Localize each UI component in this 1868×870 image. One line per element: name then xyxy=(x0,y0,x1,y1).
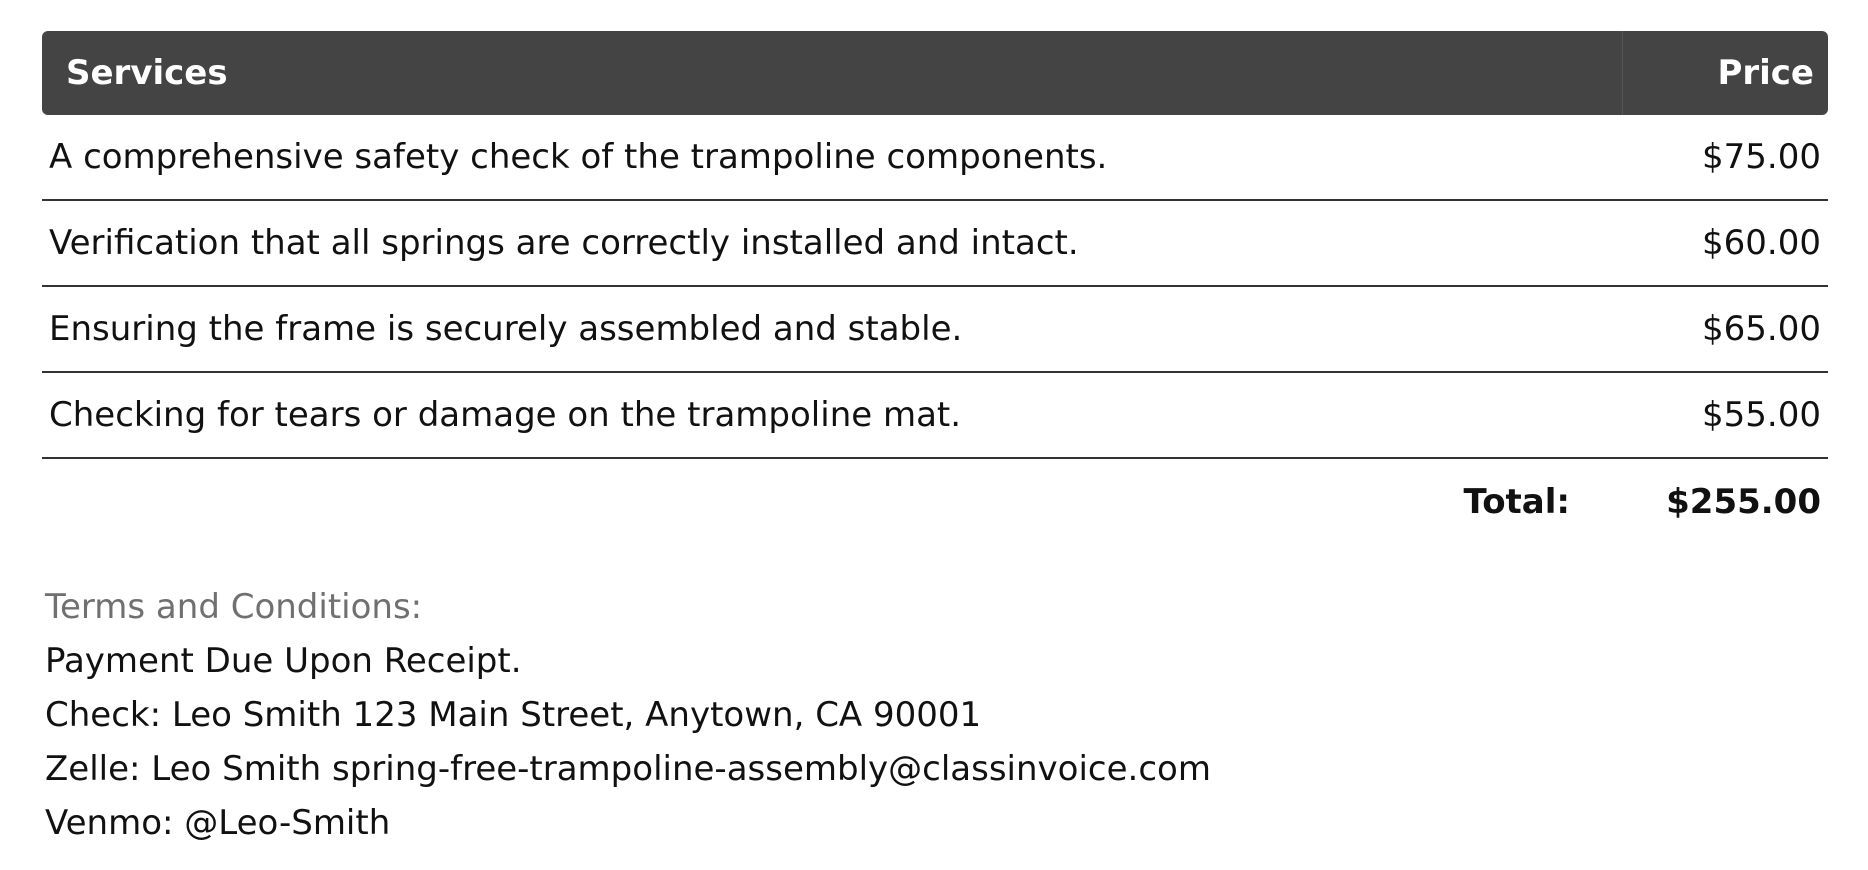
table-row xyxy=(42,373,1828,459)
service-description: Ensuring the frame is securely assembled and stable. xyxy=(49,309,963,349)
total-row xyxy=(42,459,1828,545)
service-price: $60.00 xyxy=(1702,223,1821,263)
service-description: Verification that all springs are correctly installed and intact. xyxy=(49,223,1079,263)
service-price: $55.00 xyxy=(1702,395,1821,435)
service-description: Checking for tears or damage on the trampoline mat. xyxy=(49,395,962,435)
table-row xyxy=(42,201,1828,287)
total-value: $255.00 xyxy=(1666,482,1821,522)
service-price: $75.00 xyxy=(1702,137,1821,177)
price-header: Price xyxy=(1622,31,1828,115)
terms-line-check: Check: Leo Smith 123 Main Street, Anytown, CA 90001 xyxy=(45,695,982,735)
service-description: A comprehensive safety check of the trampoline components. xyxy=(49,137,1108,177)
services-table xyxy=(42,31,1828,545)
terms-line-payment: Payment Due Upon Receipt. xyxy=(45,641,522,681)
table-row xyxy=(42,287,1828,373)
table-row xyxy=(42,115,1828,201)
terms-line-zelle: Zelle: Leo Smith spring-free-trampoline-assembly@classinvoice.com xyxy=(45,749,1211,789)
terms-section xyxy=(45,580,1211,850)
total-label: Total: xyxy=(1463,482,1570,522)
service-price: $65.00 xyxy=(1702,309,1821,349)
services-header: Services xyxy=(66,53,228,93)
terms-line-venmo: Venmo: @Leo-Smith xyxy=(45,803,391,843)
terms-title: Terms and Conditions: xyxy=(45,587,423,627)
table-header xyxy=(42,31,1828,115)
